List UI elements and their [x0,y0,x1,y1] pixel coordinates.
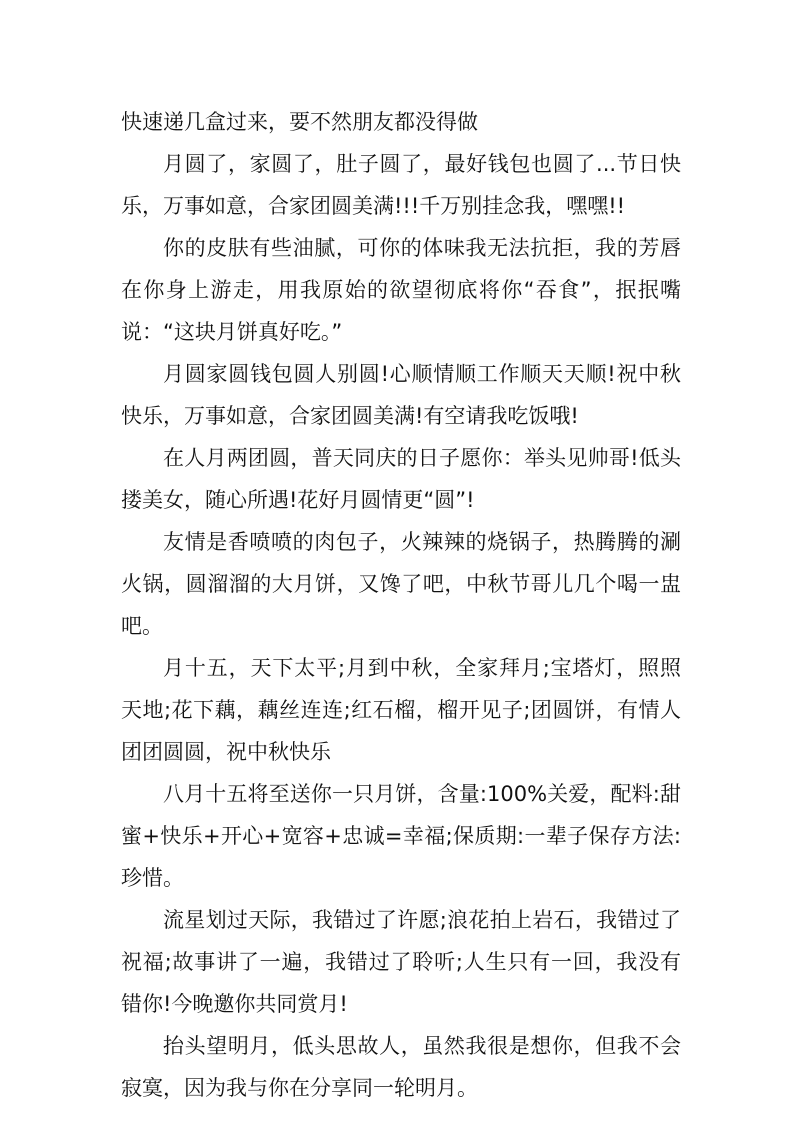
paragraph: 月十五，天下太平;月到中秋，全家拜月;宝塔灯，照照天地;花下藕，藕丝连连;红石榴，榴开见子;团圆饼，有情人团团圆圆，祝中秋快乐 [121,656,681,764]
paragraph: 你的皮肤有些油腻，可你的体味我无法抗拒，我的芳唇在你身上游走，用我原始的欲望彻底将你“吞食”，抿抿嘴说：“这块月饼真好吃。” [121,236,681,344]
paragraph: 八月十五将至送你一只月饼，含量:100%关爱，配料:甜蜜+快乐+开心+宽容+忠诚=幸福;保质期:一辈子保存方法:珍惜。 [121,782,681,890]
paragraph: 流星划过天际，我错过了许愿;浪花拍上岩石，我错过了祝福;故事讲了一遍，我错过了聆听;人生只有一回，我没有错你!今晚邀你共同赏月! [121,908,681,1016]
paragraph: 在人月两团圆，普天同庆的日子愿你：举头见帅哥!低头搂美女，随心所遇!花好月圆情更“圆”! [121,446,681,512]
document-body [121,101,681,1109]
paragraph: 抬头望明月，低头思故人，虽然我很是想你，但我不会寂寞，因为我与你在分享同一轮明月。 [121,1034,681,1100]
paragraph: 月圆了，家圆了，肚子圆了，最好钱包也圆了...节日快乐，万事如意，合家团圆美满!!!千万别挂念我，嘿嘿!! [121,152,681,218]
paragraph-continuation: 快速递几盒过来，要不然朋友都没得做 [121,110,478,134]
paragraph: 友情是香喷喷的肉包子，火辣辣的烧锅子，热腾腾的涮火锅，圆溜溜的大月饼，又馋了吧，中秋节哥儿几个喝一盅吧。 [121,530,681,638]
paragraph: 月圆家圆钱包圆人别圆!心顺情顺工作顺天天顺!祝中秋快乐，万事如意，合家团圆美满!有空请我吃饭哦! [121,362,681,428]
